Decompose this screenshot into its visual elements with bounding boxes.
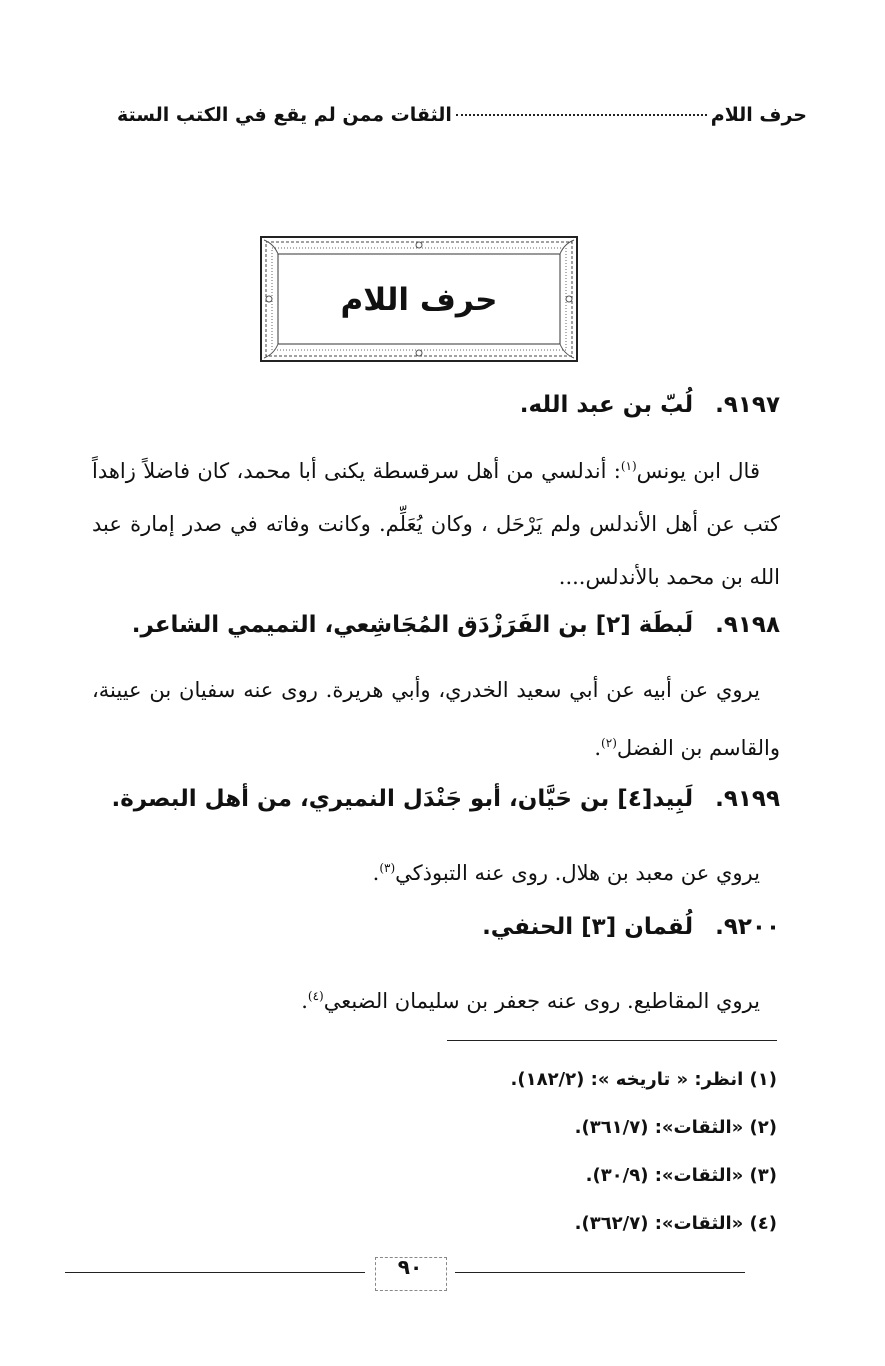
footnotes: [177, 1062, 777, 1254]
entry-text: يروي عن أبيه عن أبي سعيد الخدري، وأبي هريرة. روى عنه سفيان بن عيينة، والقاسم بن الفضل$^{(٢)}$.: [92, 678, 780, 760]
page-footer: [65, 1255, 745, 1295]
entry-heading: [70, 612, 780, 638]
entry-number: ٩١٩٨.: [715, 612, 780, 638]
footnote: (٤) «الثقات»: (٣٦٢/٧).: [574, 1213, 777, 1234]
entry-heading: [70, 914, 780, 940]
page-number: ٩٠: [397, 1255, 423, 1279]
entry-text: يروي المقاطيع. روى عنه جعفر بن سليمان الضبعي$^{(٤)}$.: [301, 989, 760, 1013]
footnote-separator: [447, 1040, 777, 1041]
entry-name: لُبّ بن عبد الله.: [519, 392, 694, 418]
entry-number: ٩١٩٧.: [715, 392, 780, 418]
footer-rule-right: [455, 1272, 745, 1273]
chapter-title-frame: [260, 236, 578, 362]
entry-name: لَبطَة [٢] بن الفَرَزْدَق المُجَاشِعي، التميمي الشاعر.: [131, 612, 694, 638]
footnote-ref: (٣): [379, 861, 396, 875]
chapter-title: حرف اللام: [340, 282, 498, 318]
footnote: (١) انظر: « تاريخه »: (١٨٢/٢).: [510, 1069, 777, 1090]
footnote-ref: (٤): [307, 989, 324, 1003]
header-book-title: الثقات ممن لم يقع في الكتب الستة: [117, 104, 452, 126]
entry-name: لَبِيد[٤] بن حَيَّان، أبو جَنْدَل النميري، من أهل البصرة.: [111, 786, 694, 812]
header-chapter: حرف اللام: [710, 104, 807, 126]
entry-heading: [70, 786, 780, 812]
header-dots: [456, 114, 707, 116]
entry-heading: [70, 392, 780, 418]
footer-rule-left: [65, 1272, 365, 1273]
entry-text: يروي عن معبد بن هلال. روى عنه التبوذكي$^{(٣)}$.: [372, 861, 760, 885]
entry-name: لُقمان [٣] الحنفي.: [482, 914, 694, 940]
entry-text: قال ابن يونس$^{(١)}$: أندلسي من أهل سرقسطة يكنى أبا محمد، كان فاضلاً زاهداً كتب عن أهل الأندلس ولم يَرْحَل ، وكان يُعَلِّم. وكانت وفاته في صدر إمارة عبد الله بن محمد بالأندلس....: [92, 459, 780, 589]
running-header: [117, 104, 807, 126]
footnote-ref: (١): [620, 459, 637, 473]
footnote: (٣) «الثقات»: (٣٠/٩).: [585, 1165, 777, 1186]
footnote: (٢) «الثقات»: (٣٦١/٧).: [574, 1117, 777, 1138]
footnote-ref: (٢): [601, 736, 617, 750]
entry-number: ٩١٩٩.: [715, 786, 780, 812]
entry-number: ٩٢٠٠.: [715, 914, 780, 940]
